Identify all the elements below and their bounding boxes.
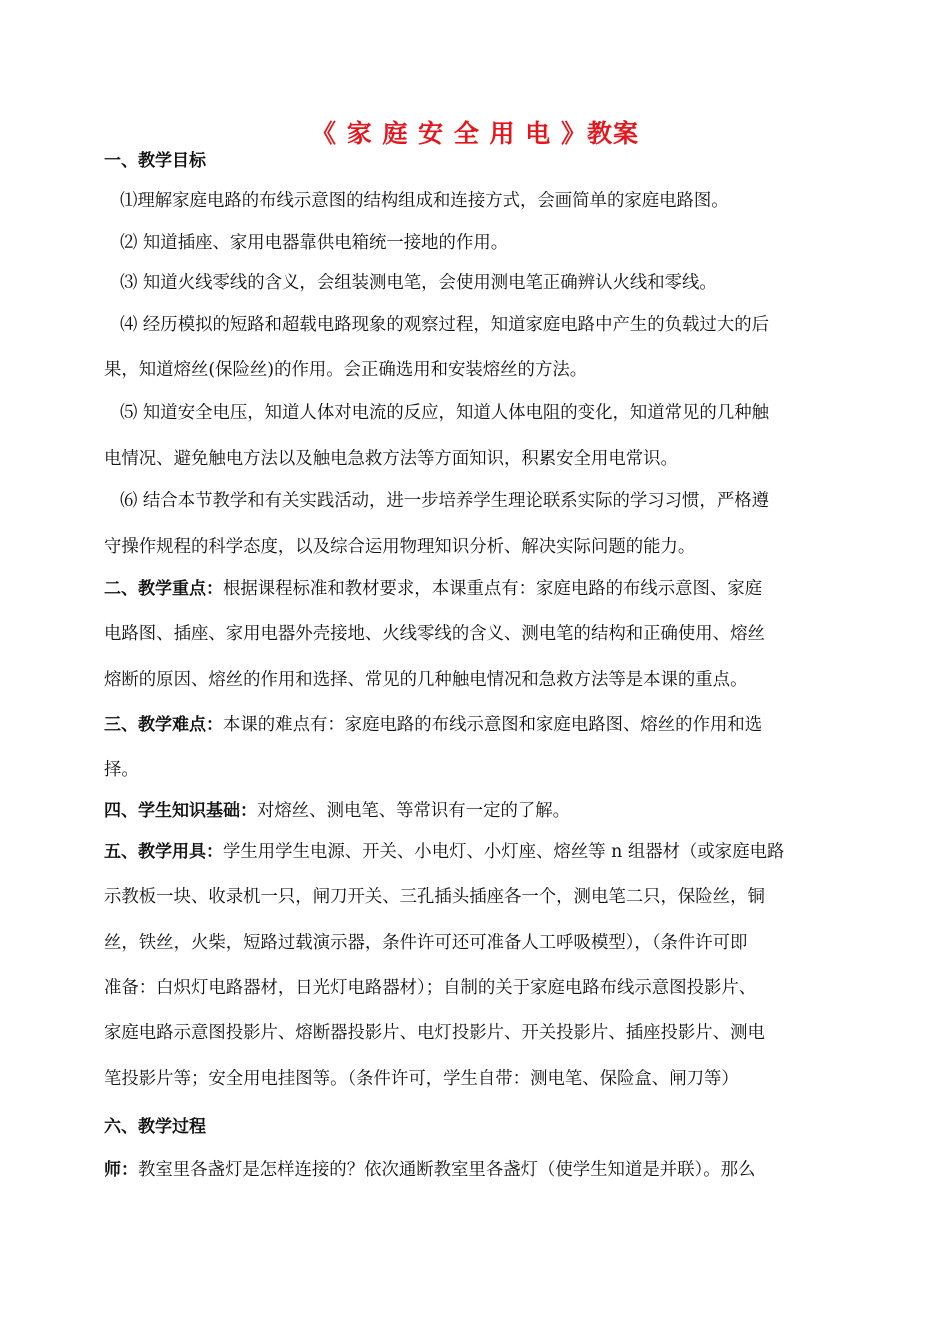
objective-line: ⑵ 知道插座、家用电器靠供电箱统一接地的作用。	[120, 233, 509, 253]
difficulties-text: 本课的难点有：家庭电路的布线示意图和家庭电路图、熔丝的作用和选	[223, 715, 763, 735]
materials-line: 示教板一块、收录机一只，闸刀开关、三孔插头插座各一个，测电笔二只，保险丝，铜	[104, 887, 765, 907]
difficulties-line: 择。	[104, 760, 139, 780]
section-heading-process: 六、教学过程	[104, 1117, 206, 1137]
section-heading-materials: 五、教学用具：	[104, 842, 223, 862]
objective-line: ⑸ 知道安全电压，知道人体对电流的反应，知道人体电阻的变化，知道常见的几种触	[120, 403, 769, 423]
materials-text: 学生用学生电源、开关、小电灯、小灯座、熔丝等 n 组器材（或家庭电路	[223, 842, 785, 862]
section-heading-prior-knowledge: 四、学生知识基础：	[104, 801, 257, 821]
objective-line: 果，知道熔丝(保险丝)的作用。会正确选用和安装熔丝的方法。	[104, 360, 588, 380]
materials-line: 丝，铁丝，火柴，短路过载演示器，条件许可还可准备人工呼吸模型），（条件许可即	[104, 933, 748, 953]
objective-line: 守操作规程的科学态度，以及综合运用物理知识分析、解决实际问题的能力。	[104, 537, 696, 557]
section-heading-key-points: 二、教学重点：	[104, 579, 223, 599]
objective-line: ⑶ 知道火线零线的含义，会组装测电笔，会使用测电笔正确辨认火线和零线。	[120, 273, 717, 293]
prior-knowledge-text: 对熔丝、测电笔、等常识有一定的了解。	[257, 801, 571, 821]
section-heading-difficulties: 三、教学难点：	[104, 715, 223, 735]
key-points-text: 根据课程标准和教材要求，本课重点有：家庭电路的布线示意图、家庭	[223, 579, 763, 599]
process-text: 教室里各盏灯是怎样连接的？依次通断教室里各盏灯（使学生知道是并联）。那么	[138, 1160, 756, 1180]
materials-line: 家庭电路示意图投影片、熔断器投影片、电灯投影片、开关投影片、插座投影片、测电	[104, 1023, 765, 1043]
speaker-label: 师：	[104, 1160, 138, 1180]
difficulties-paragraph	[104, 710, 849, 740]
prior-knowledge-paragraph	[104, 796, 849, 826]
materials-line: 准备：白炽灯电路器材，日光灯电路器材）；自制的关于家庭电路布线示意图投影片、	[104, 978, 757, 998]
document-title: 《 家 庭 安 全 用 电 》教案	[311, 119, 639, 148]
objective-line: ⑹ 结合本节教学和有关实践活动，进一步培养学生理论联系实际的学习习惯，严格遵	[120, 491, 769, 511]
key-points-paragraph	[104, 574, 849, 604]
key-points-line: 熔断的原因、熔丝的作用和选择、常见的几种触电情况和急救方法等是本课的重点。	[104, 670, 748, 690]
objective-line: 电情况、避免触电方法以及触电急救方法等方面知识，积累安全用电常识。	[104, 449, 678, 469]
process-paragraph	[104, 1155, 849, 1185]
objective-line: ⑷ 经历模拟的短路和超载电路现象的观察过程，知道家庭电路中产生的负载过大的后	[120, 315, 769, 335]
section-heading-objectives: 一、教学目标	[104, 151, 206, 171]
objective-line: ⑴理解家庭电路的布线示意图的结构组成和连接方式，会画简单的家庭电路图。	[120, 191, 729, 211]
materials-paragraph	[104, 837, 849, 867]
key-points-line: 电路图、插座、家用电器外壳接地、火线零线的含义、测电笔的结构和正确使用、熔丝	[104, 624, 765, 644]
materials-line: 笔投影片等；安全用电挂图等。（条件许可，学生自带：测电笔、保险盒、闸刀等）	[104, 1069, 739, 1089]
